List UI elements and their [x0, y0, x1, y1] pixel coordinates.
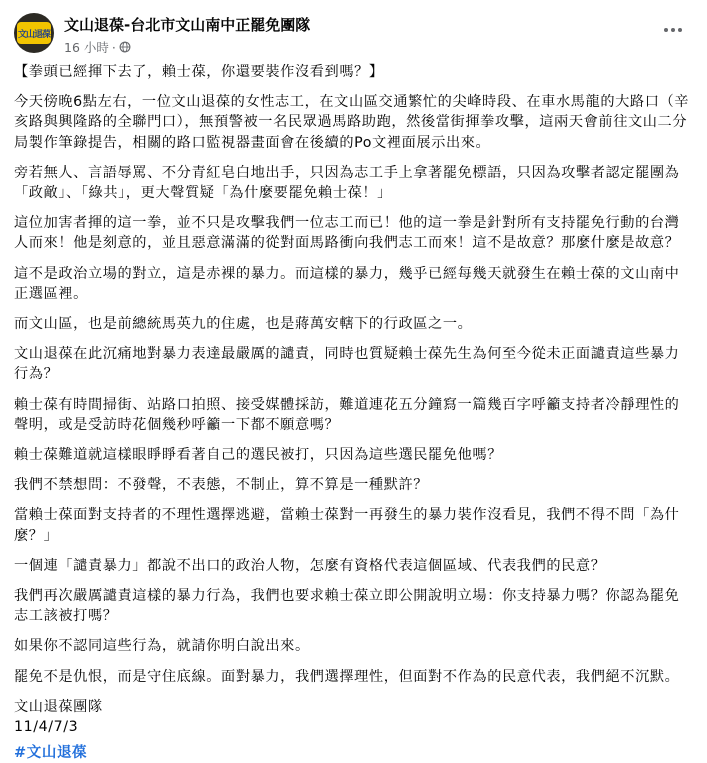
post-paragraph: 賴士葆難道就這樣眼睜睜看著自己的選民被打，只因為這些選民罷免他嗎？ — [14, 447, 502, 464]
post-paragraph: 這不是政治立場的對立，這是赤裸的暴力。而這樣的暴力，幾乎已經每幾天就發生在賴士葆的文山南中正選區裡。 — [14, 265, 680, 302]
page-avatar[interactable] — [14, 13, 54, 53]
post-paragraph: 文山退葆在此沉痛地對暴力表達最嚴厲的譴責，同時也質疑賴士葆先生為何至今從未正面譴責這些暴力行為？ — [14, 346, 680, 383]
post-date: 11/4/7/3 — [14, 719, 79, 736]
post-paragraph: 今天傍晚6點左右，一位文山退葆的女性志工，在文山區交通繁忙的尖峰時段、在車水馬龍的大路口（辛亥路與興隆路的全聯門口），無預警被一名民眾過馬路助跑，然後當街揮拳攻擊，這兩天會前往文山二分局製作筆錄提告，相關的路口監視器畫面會在後續的Po文裡面展示出來。 — [14, 94, 690, 151]
post-paragraph: 罷免不是仇恨，而是守住底線。面對暴力，我們選擇理性，但面對不作為的民意代表，我們絕不沉默。 — [14, 668, 680, 685]
post-paragraph: 這位加害者揮的這一拳，並不只是攻擊我們一位志工而已！他的這一拳是針對所有支持罷免行動的台灣人而來！他是刻意的，並且惡意滿滿的從對面馬路衝向我們志工而來！這不是故意？那麼什麼是故意？ — [14, 215, 680, 252]
post-paragraph: 當賴士葆面對支持者的不理性選擇逃避，當賴士葆對一再發生的暴力裝作沒看見，我們不得不問「為什麼？」 — [14, 507, 680, 544]
avatar-logo: 文山退葆 — [17, 22, 51, 44]
post-body — [14, 62, 693, 763]
post-meta — [64, 38, 131, 56]
post-paragraph: 旁若無人、言語辱罵、不分青紅皂白地出手，只因為志工手上拿著罷免標語，只因為攻擊者認定罷團為「政敵」、「綠共」，更大聲質疑「為什麼要罷免賴士葆！」 — [14, 164, 680, 202]
post-paragraph: 【拳頭已經揮下去了，賴士葆，你還要裝作沒看到嗎？】 — [14, 64, 384, 80]
hashtag-link[interactable]: #文山退葆 — [14, 745, 88, 762]
globe-icon — [119, 41, 131, 53]
post-paragraph: 我們再次嚴厲譴責這樣的暴力行為，我們也要求賴士葆立即公開說明立場：你支持暴力嗎？你認為罷免志工該被打嗎？ — [14, 588, 680, 625]
post-time[interactable]: 16 小時 — [64, 40, 109, 55]
post-header — [14, 0, 693, 62]
more-options-icon[interactable] — [659, 20, 687, 40]
post-paragraph: 一個連「譴責暴力」都說不出口的政治人物，怎麼有資格代表這個區域、代表我們的民意？ — [14, 557, 606, 574]
post-paragraph: 我們不禁想問：不發聲，不表態，不制止，算不算是一種默許？ — [14, 477, 429, 494]
page-name-link[interactable]: 文山退葆-台北市文山南中正罷免團隊 — [64, 16, 311, 34]
post-paragraph: 而文山區，也是前總統馬英九的住處，也是蔣萬安轄下的行政區之一。 — [14, 316, 473, 333]
meta-separator: · — [111, 39, 116, 55]
post-paragraph: 如果你不認同這些行為，就請你明白說出來。 — [14, 638, 310, 655]
post-signature: 文山退葆團隊 — [14, 698, 103, 715]
post-paragraph: 賴士葆有時間掃街、站路口拍照、接受媒體採訪，難道連花五分鐘寫一篇幾百字呼籲支持者冷靜理性的聲明，或是受訪時花個幾秒呼籲一下都不願意嗎？ — [14, 396, 680, 433]
